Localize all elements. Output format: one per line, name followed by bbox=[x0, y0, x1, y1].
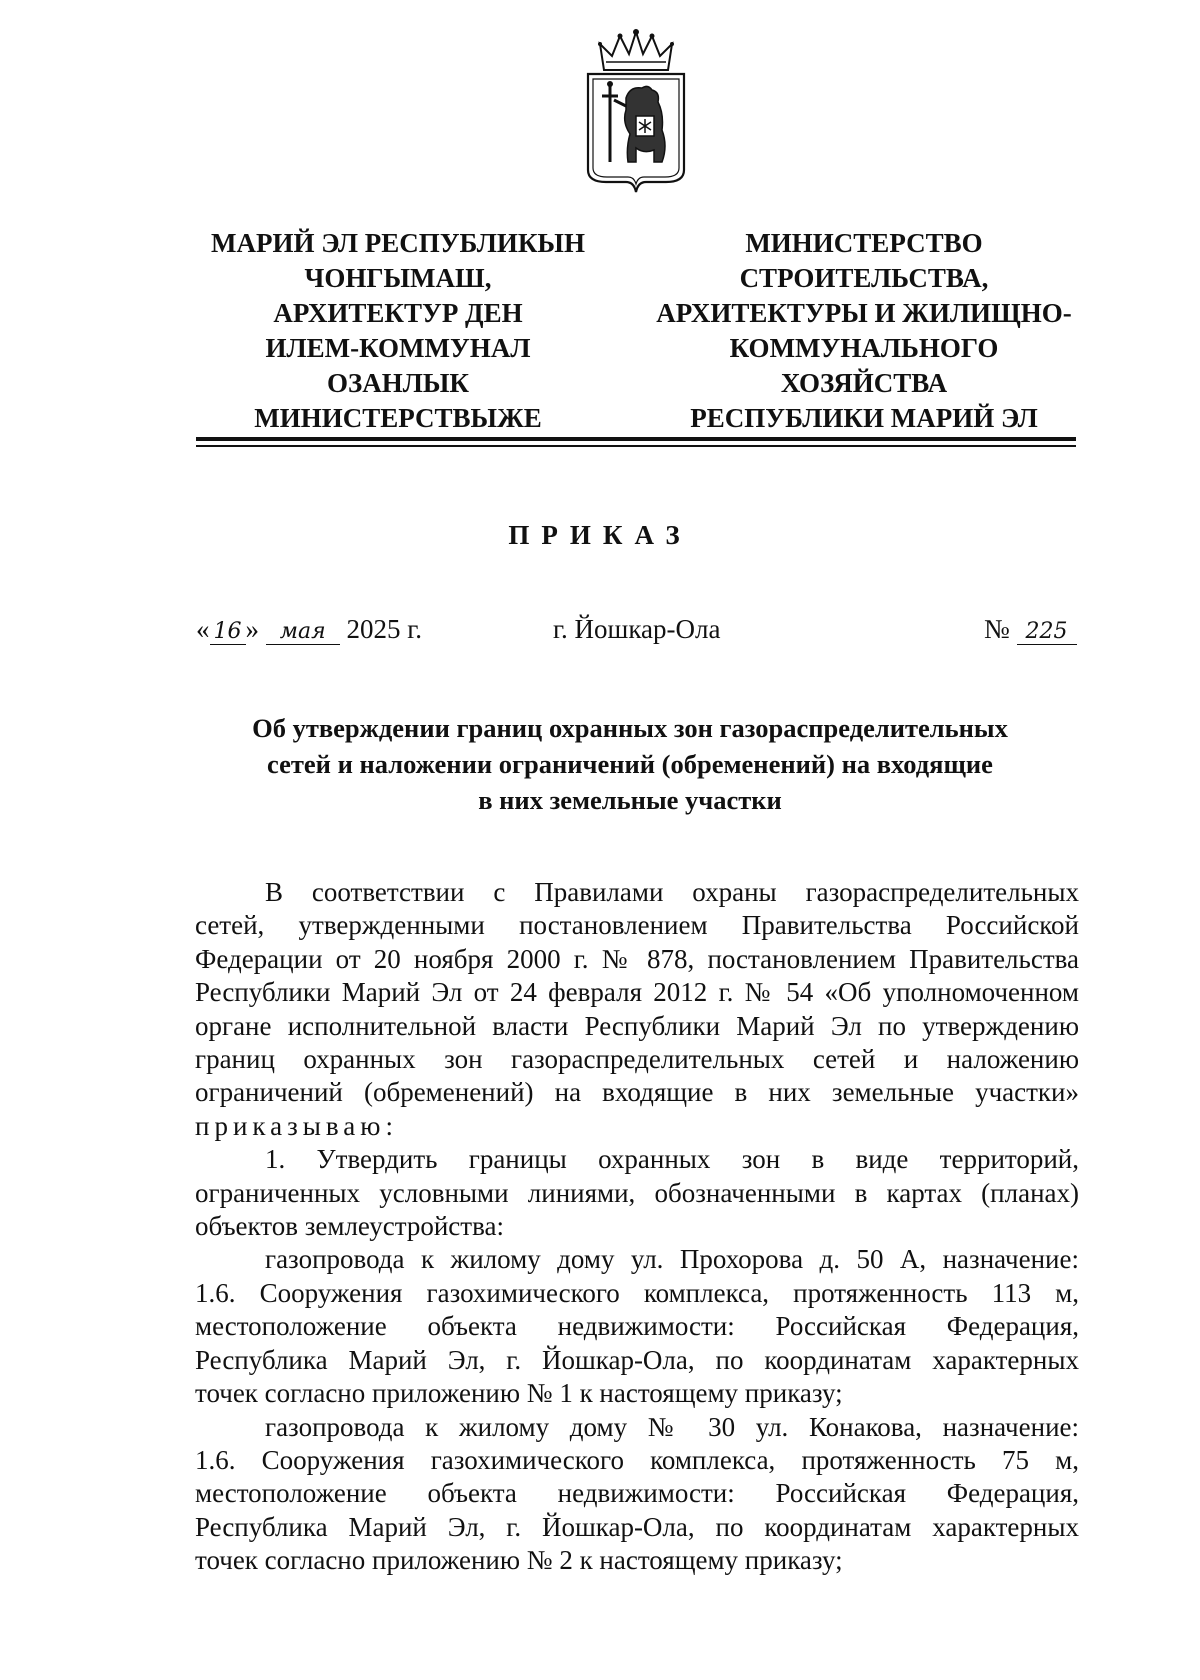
org-name-mari bbox=[188, 226, 608, 436]
document-title: ПРИКАЗ bbox=[508, 520, 692, 550]
org-line: ОЗАНЛЫК bbox=[327, 368, 469, 398]
order-number bbox=[984, 614, 1077, 645]
org-line: АРХИТЕКТУР ДЕН bbox=[273, 298, 523, 328]
body-line: объектов землеустройства: bbox=[195, 1211, 504, 1242]
order-body bbox=[195, 876, 1079, 1578]
order-verb: приказываю: bbox=[195, 1110, 398, 1141]
subject-line: сетей и наложении ограничений (обременений) на входящие bbox=[267, 749, 993, 779]
order-date bbox=[196, 614, 422, 645]
coat-of-arms-icon bbox=[582, 22, 690, 194]
org-line: РЕСПУБЛИКИ МАРИЙ ЭЛ bbox=[690, 403, 1038, 433]
org-line: МАРИЙ ЭЛ РЕСПУБЛИКЫН bbox=[211, 228, 585, 258]
org-line: МИНИСТЕРСТВО bbox=[745, 228, 983, 258]
subject-line: в них земельные участки bbox=[478, 785, 782, 815]
body-line: 1.6. Сооружения газохимического комплекса, протяженность 113 м, bbox=[195, 1277, 1079, 1308]
date-open-quote: « bbox=[196, 614, 210, 644]
org-line: АРХИТЕКТУРЫ И ЖИЛИЩНО- bbox=[656, 298, 1072, 328]
body-line: Республика Марий Эл, г. Йошкар-Ола, по координатам характерных bbox=[195, 1344, 1079, 1375]
date-month: мая bbox=[266, 620, 340, 645]
org-line: СТРОИТЕЛЬСТВА, bbox=[739, 263, 989, 293]
org-line: ЧОНГЫМАШ, bbox=[304, 263, 492, 293]
date-close-quote: » bbox=[245, 614, 259, 644]
header-divider-thin bbox=[196, 445, 1076, 447]
body-line: точек согласно приложению № 1 к настоящему приказу; bbox=[195, 1378, 843, 1409]
body-line: местоположение объекта недвижимости: Российская Федерация, bbox=[195, 1311, 1079, 1342]
number-label: № bbox=[984, 614, 1010, 644]
body-line: 1. Утвердить границы охранных зон в виде территорий, bbox=[265, 1144, 1079, 1175]
body-line: В соответствии с Правилами охраны газораспределительных bbox=[265, 877, 1079, 907]
org-line: ИЛЕМ-КОММУНАЛ bbox=[265, 333, 531, 363]
date-day: 16 bbox=[210, 620, 246, 645]
org-name-russian bbox=[640, 226, 1088, 436]
header-divider-thick bbox=[196, 437, 1076, 441]
date-year: 2025 г. bbox=[346, 614, 423, 644]
body-line: ограниченных условными линиями, обозначенными в картах (планах) bbox=[195, 1177, 1079, 1208]
body-line: газопровода к жилому дому № 30 ул. Конакова, назначение: bbox=[265, 1411, 1079, 1442]
subject-line: Об утверждении границ охранных зон газораспределительных bbox=[252, 713, 1008, 743]
order-city: г. Йошкар-Ола bbox=[553, 614, 721, 644]
body-line: органе исполнительной власти Республики Марий Эл по утверждению bbox=[195, 1010, 1079, 1041]
body-line: сетей, утвержденными постановлением Правительства Российской bbox=[195, 910, 1079, 941]
body-line: границ охранных зон газораспределительных сетей и наложению bbox=[195, 1044, 1079, 1075]
body-line: Федерации от 20 ноября 2000 г. № 878, постановлением Правительства bbox=[195, 943, 1079, 974]
body-line: ограничений (обременений) на входящие в них земельные участки» bbox=[195, 1077, 1079, 1108]
org-line: КОММУНАЛЬНОГО bbox=[729, 333, 999, 363]
body-line: 1.6. Сооружения газохимического комплекса, протяженность 75 м, bbox=[195, 1444, 1079, 1475]
order-subject bbox=[180, 710, 1080, 818]
body-line: Республики Марий Эл от 24 февраля 2012 г. № 54 «Об уполномоченном bbox=[195, 977, 1079, 1008]
body-line: газопровода к жилому дому ул. Прохорова д. 50 А, назначение: bbox=[265, 1244, 1079, 1275]
org-line: МИНИСТЕРСТВЫЖЕ bbox=[254, 403, 542, 433]
number-value: 225 bbox=[1017, 620, 1077, 645]
body-line: Республика Марий Эл, г. Йошкар-Ола, по координатам характерных bbox=[195, 1511, 1079, 1542]
body-line: местоположение объекта недвижимости: Российская Федерация, bbox=[195, 1478, 1079, 1509]
org-line: ХОЗЯЙСТВА bbox=[780, 368, 948, 398]
body-line: точек согласно приложению № 2 к настоящему приказу; bbox=[195, 1545, 843, 1576]
